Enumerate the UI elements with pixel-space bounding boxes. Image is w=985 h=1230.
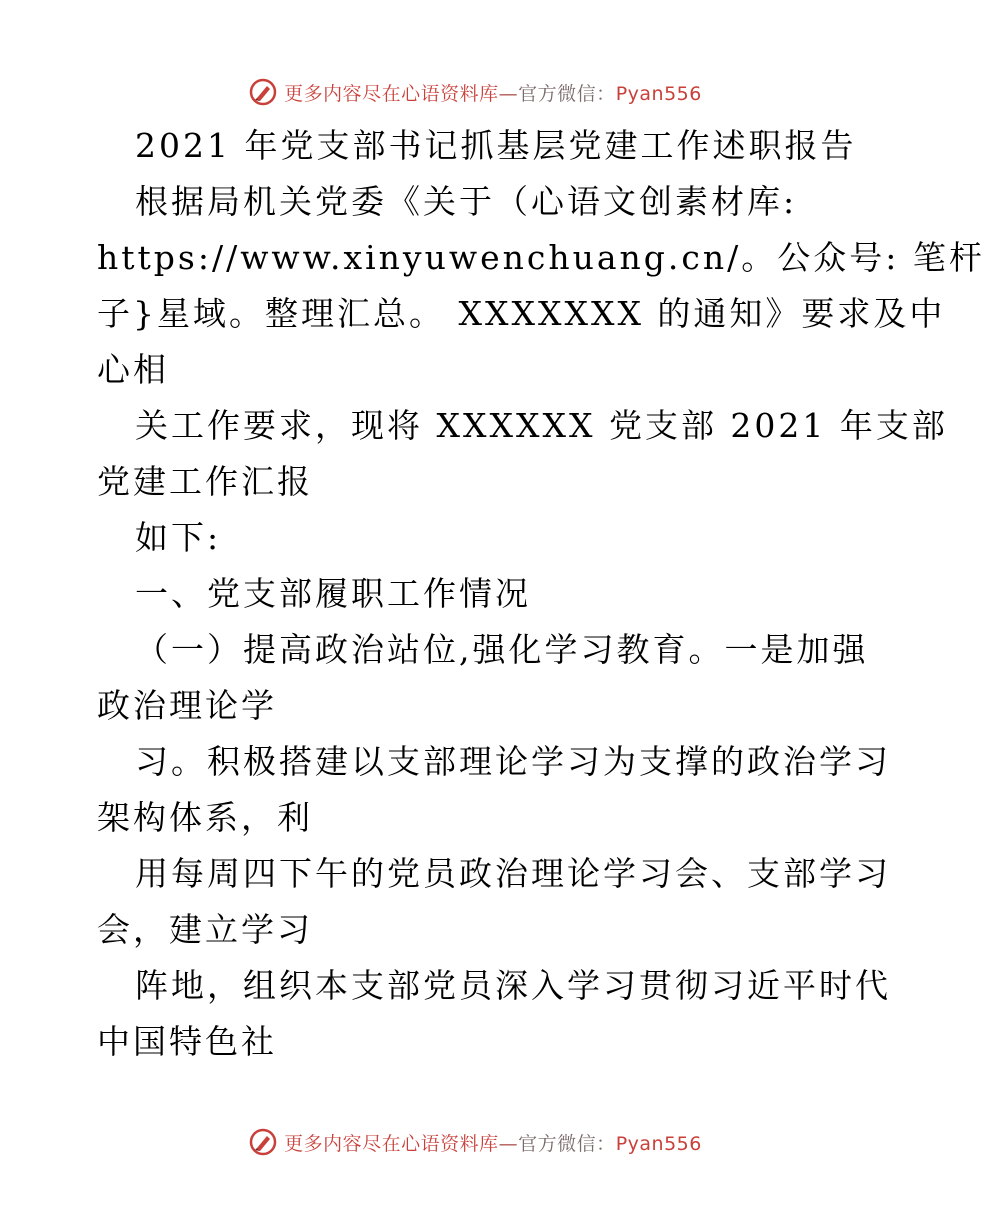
paragraph-line: https://www.xinyuwenchuang.cn/。公众号: 笔杆 <box>97 238 985 277</box>
paragraph-line: 政治理论学 <box>97 686 277 725</box>
paragraph-line: 根据局机关党委《关于（心语文创素材库: <box>135 182 798 221</box>
watermark-dash: — <box>498 82 519 105</box>
paragraph-line: 习。积极搭建以支部理论学习为支撑的政治学习 <box>135 742 891 781</box>
paragraph-line: 关工作要求，现将 XXXXXX 党支部 2021 年支部 <box>135 406 948 445</box>
paragraph-line: 心相 <box>97 350 169 389</box>
watermark-text <box>284 1129 702 1156</box>
document-body <box>97 118 985 1070</box>
watermark-label: 官方微信： <box>518 82 616 105</box>
paragraph-line: 会，建立学习 <box>97 910 313 949</box>
paragraph-line: 阵地，组织本支部党员深入学习贯彻习近平时代 <box>135 966 891 1005</box>
paragraph-line: 如下: <box>135 518 222 557</box>
paragraph-line: 子}星域。整理汇总。 XXXXXXX 的通知》要求及中 <box>97 294 946 333</box>
header-watermark-banner <box>0 72 950 112</box>
paragraph-line: 用每周四下午的党员政治理论学习会、支部学习 <box>135 854 891 893</box>
section-heading: 一、党支部履职工作情况 <box>135 574 531 613</box>
subsection-heading: （一）提高政治站位,强化学习教育。一是加强 <box>135 630 869 669</box>
paragraph-line: 党建工作汇报 <box>97 462 313 501</box>
watermark-label: 官方微信： <box>518 1132 616 1155</box>
watermark-wechat-id: Pyan556 <box>615 82 702 105</box>
fountain-pen-logo-icon <box>248 1127 278 1157</box>
watermark-brand: 更多内容尽在心语资料库 <box>284 1132 499 1155</box>
fountain-pen-logo-icon <box>248 77 278 107</box>
watermark-text <box>284 79 702 106</box>
watermark-brand: 更多内容尽在心语资料库 <box>284 82 499 105</box>
paragraph-line: 中国特色社 <box>97 1022 277 1061</box>
watermark-dash: — <box>498 1132 519 1155</box>
footer-watermark-banner <box>0 1122 950 1162</box>
watermark-wechat-id: Pyan556 <box>615 1132 702 1155</box>
document-title: 2021 年党支部书记抓基层党建工作述职报告 <box>135 126 857 165</box>
paragraph-line: 架构体系，利 <box>97 798 313 837</box>
